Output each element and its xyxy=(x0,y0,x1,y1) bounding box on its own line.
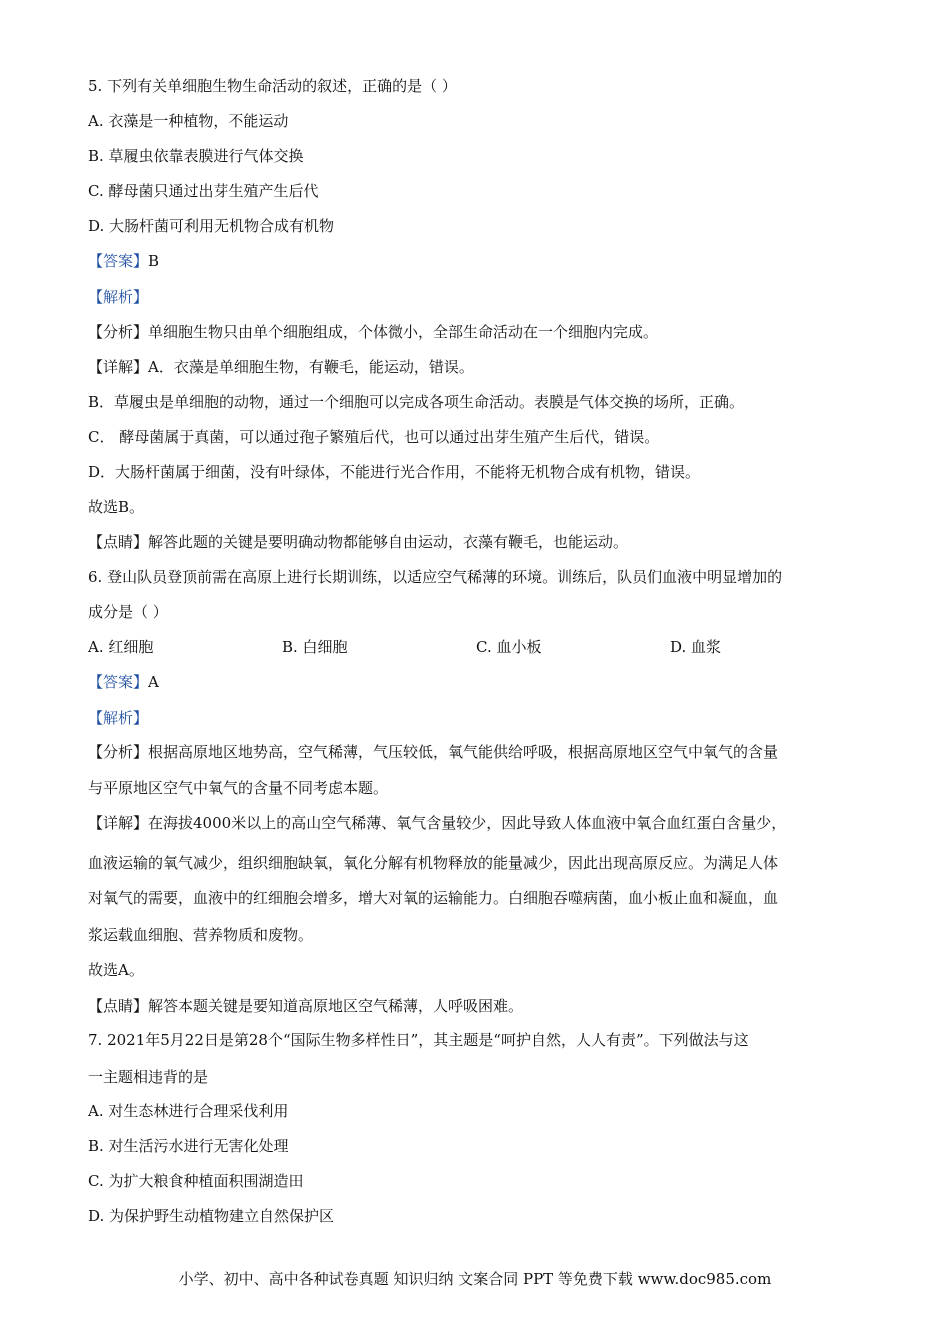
q5-option-a: A. 衣藻是一种植物，不能运动 xyxy=(88,112,289,130)
q5-xiangjie-a xyxy=(88,357,474,377)
q7-stem-line-2: 一主题相违背的是 xyxy=(88,1068,209,1086)
q5-option-d: D. 大肠杆菌可利用无机物合成有机物 xyxy=(88,217,335,235)
xiangjie-tag: 【详解】 xyxy=(88,814,149,832)
q6-conclusion: 故选A。 xyxy=(88,961,144,979)
q6-fenxi-line-1 xyxy=(88,742,778,762)
page-footer: 小学、初中、高中各种试卷真题 知识归纳 文案合同 PPT 等免费下载 www.doc985.com xyxy=(178,1270,772,1288)
q6-option-c: C. 血小板 xyxy=(476,638,542,656)
q5-dianjing xyxy=(88,532,628,552)
q5-xiangjie-d: D．大肠杆菌属于细菌，没有叶绿体，不能进行光合作用，不能将无机物合成有机物，错误。 xyxy=(88,463,701,481)
q6-jiexi-heading xyxy=(88,708,148,728)
dianjing-tag: 【点睛】 xyxy=(88,997,149,1015)
q5-conclusion: 故选B。 xyxy=(88,498,145,516)
fenxi-tag: 【分析】 xyxy=(88,323,149,341)
xiangjie-text: A．衣藻是单细胞生物，有鞭毛，能运动，错误。 xyxy=(148,358,474,376)
dianjing-text: 解答本题关键是要知道高原地区空气稀薄，人呼吸困难。 xyxy=(148,997,524,1015)
q6-option-a: A. 红细胞 xyxy=(88,638,154,656)
q7-stem-line-1: 7. 2021年5月22日是第28个“国际生物多样性日”，其主题是“呵护自然，人人有责”。下列做法与这 xyxy=(88,1031,749,1049)
q5-fenxi xyxy=(88,322,658,342)
q6-xiangjie-line-3: 对氧气的需要，血液中的红细胞会增多，增大对氧的运输能力。白细胞吞噬病菌，血小板止血和凝血，血 xyxy=(88,889,779,907)
answer-value: A xyxy=(148,673,159,691)
jiexi-tag: 【解析】 xyxy=(88,288,149,306)
q6-stem-line-1: 6. 登山队员登顶前需在高原上进行长期训练，以适应空气稀薄的环境。训练后，队员们血液中明显增加的 xyxy=(88,568,783,586)
q5-xiangjie-c: C． 酵母菌属于真菌，可以通过孢子繁殖后代，也可以通过出芽生殖产生后代，错误。 xyxy=(88,428,660,446)
q5-option-b: B. 草履虫依靠表膜进行气体交换 xyxy=(88,147,304,165)
q7-option-d: D. 为保护野生动植物建立自然保护区 xyxy=(88,1207,335,1225)
q6-xiangjie-line-1 xyxy=(88,813,786,833)
q7-option-a: A. 对生态林进行合理采伐利用 xyxy=(88,1102,289,1120)
q5-answer xyxy=(88,251,159,271)
q5-xiangjie-b: B．草履虫是单细胞的动物，通过一个细胞可以完成各项生命活动。表膜是气体交换的场所，正确。 xyxy=(88,393,745,411)
q6-xiangjie-line-2: 血液运输的氧气减少，组织细胞缺氧，氧化分解有机物释放的能量减少，因此出现高原反应。为满足人体 xyxy=(88,854,779,872)
xiangjie-text: 在海拔4000米以上的高山空气稀薄、氧气含量较少，因此导致人体血液中氧合血红蛋白含量少， xyxy=(148,814,787,832)
q6-answer xyxy=(88,672,159,692)
q7-option-b: B. 对生活污水进行无害化处理 xyxy=(88,1137,289,1155)
fenxi-tag: 【分析】 xyxy=(88,743,149,761)
q6-dianjing xyxy=(88,996,523,1016)
q5-option-c: C. 酵母菌只通过出芽生殖产生后代 xyxy=(88,182,319,200)
answer-tag: 【答案】 xyxy=(88,252,149,270)
fenxi-text: 根据高原地区地势高，空气稀薄，气压较低，氧气能供给呼吸，根据高原地区空气中氧气的含量 xyxy=(148,743,779,761)
answer-value: B xyxy=(148,252,160,270)
q7-option-c: C. 为扩大粮食种植面积围湖造田 xyxy=(88,1172,304,1190)
q5-jiexi-heading xyxy=(88,287,148,307)
answer-tag: 【答案】 xyxy=(88,673,149,691)
xiangjie-tag: 【详解】 xyxy=(88,358,149,376)
q6-options-row xyxy=(88,637,721,657)
dianjing-tag: 【点睛】 xyxy=(88,533,149,551)
q6-option-b: B. 白细胞 xyxy=(282,638,348,656)
q5-stem: 5. 下列有关单细胞生物生命活动的叙述，正确的是（ ） xyxy=(88,77,457,95)
dianjing-text: 解答此题的关键是要明确动物都能够自由运动，衣藻有鞭毛，也能运动。 xyxy=(148,533,629,551)
jiexi-tag: 【解析】 xyxy=(88,709,149,727)
q6-fenxi-line-2: 与平原地区空气中氧气的含量不同考虑本题。 xyxy=(88,779,389,797)
q6-stem-line-2: 成分是（ ） xyxy=(88,603,168,621)
fenxi-text: 单细胞生物只由单个细胞组成，个体微小，全部生命活动在一个细胞内完成。 xyxy=(148,323,659,341)
q6-option-d: D. 血浆 xyxy=(670,638,722,656)
q6-xiangjie-line-4: 浆运载血细胞、营养物质和废物。 xyxy=(88,926,314,944)
